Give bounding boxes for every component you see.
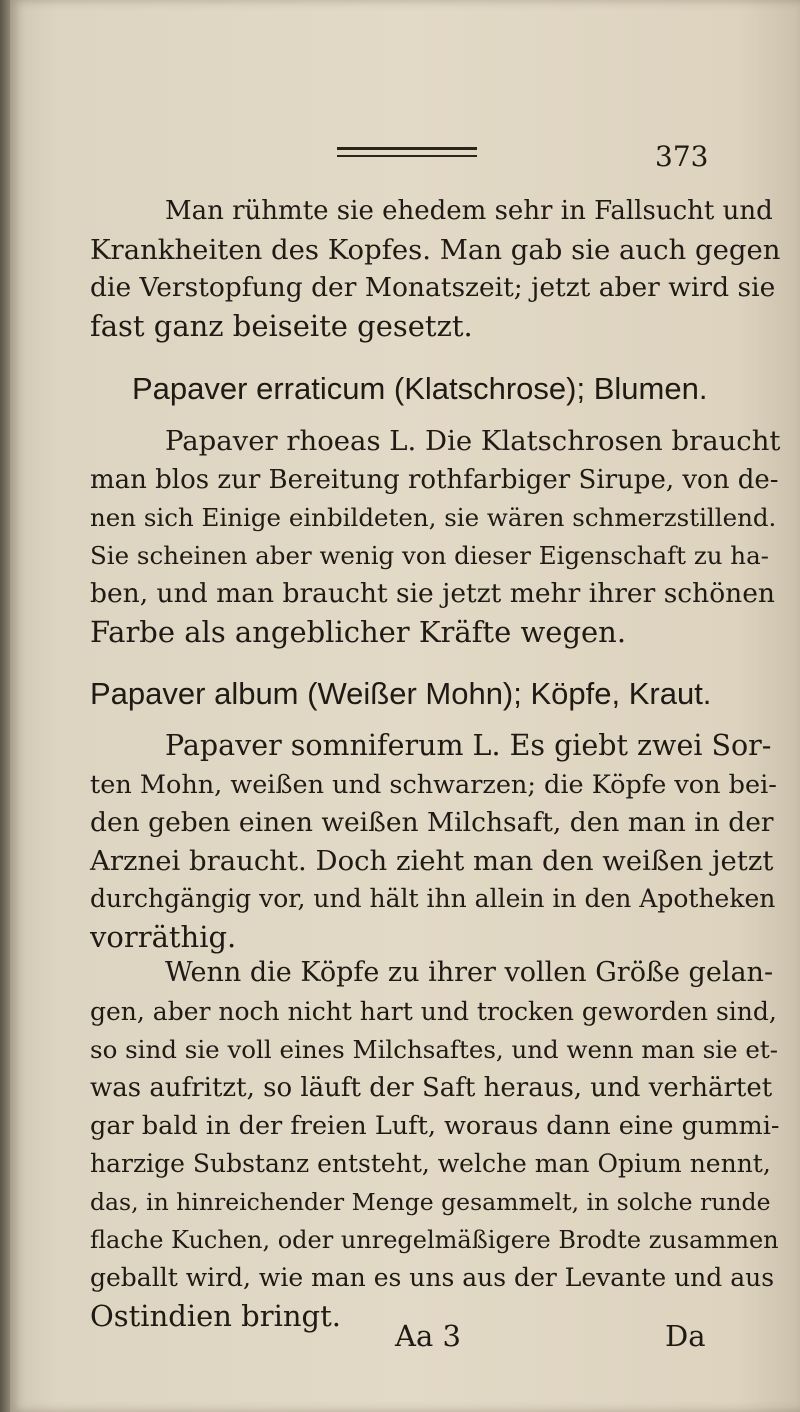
text-line: Ostindien bringt. bbox=[90, 1299, 341, 1333]
text-line: ben, und man braucht sie jetzt mehr ihrer schönen bbox=[90, 578, 775, 609]
text-line: den geben einen weißen Milchsaft, den man in der bbox=[90, 807, 774, 838]
text-line: nen sich Einige einbildeten, sie wären schmerzstillend. bbox=[90, 503, 777, 532]
text-line: fast ganz beiseite gesetzt. bbox=[90, 309, 473, 343]
text-line: das, in hinreichender Menge gesammelt, in solche runde bbox=[90, 1188, 771, 1216]
text-line: Wenn die Köpfe zu ihrer vollen Größe gelan- bbox=[165, 957, 774, 988]
section-heading: Papaver erraticum (Klatschrose); Blumen. bbox=[132, 371, 708, 406]
page-number: 373 bbox=[655, 140, 709, 173]
text-line: Arznei braucht. Doch zieht man den weißen jetzt bbox=[90, 845, 774, 877]
text-line: ten Mohn, weißen und schwarzen; die Köpfe von bei- bbox=[90, 770, 777, 800]
section-heading: Papaver album (Weißer Mohn); Köpfe, Kraut. bbox=[90, 676, 712, 711]
text-line: harzige Substanz entsteht, welche man Opium nennt, bbox=[90, 1149, 771, 1178]
book-page bbox=[10, 0, 800, 1412]
text-line: Papaver somniferum L. Es giebt zwei Sor- bbox=[165, 729, 772, 762]
text-line: vorräthig. bbox=[90, 920, 237, 954]
text-line: Papaver rhoeas L. Die Klatschrosen braucht bbox=[165, 425, 781, 457]
text-line: geballt wird, wie man es uns aus der Levante und aus bbox=[90, 1263, 775, 1292]
text-line: so sind sie voll eines Milchsaftes, und wenn man sie et- bbox=[90, 1035, 779, 1064]
text-line: Man rühmte sie ehedem sehr in Fallsucht und bbox=[165, 196, 773, 226]
text-line: Farbe als angeblicher Kräfte wegen. bbox=[90, 615, 627, 649]
text-line: gar bald in der freien Luft, woraus dann eine gummi- bbox=[90, 1111, 780, 1141]
text-line: die Verstopfung der Monatszeit; jetzt aber wird sie bbox=[90, 272, 776, 303]
header-rule bbox=[337, 147, 477, 157]
text-line: Sie scheinen aber wenig von dieser Eigenschaft zu ha- bbox=[90, 541, 769, 570]
book-binding-edge bbox=[0, 0, 10, 1412]
signature-mark: Aa 3 bbox=[395, 1319, 461, 1353]
text-line: man blos zur Bereitung rothfarbiger Sirupe, von de- bbox=[90, 465, 779, 495]
text-line: durchgängig vor, und hält ihn allein in den Apotheken bbox=[90, 884, 776, 913]
text-line: flache Kuchen, oder unregelmäßigere Brodte zusammen bbox=[90, 1226, 779, 1254]
text-line: was aufritzt, so läuft der Saft heraus, und verhärtet bbox=[90, 1073, 773, 1103]
text-line: gen, aber noch nicht hart und trocken geworden sind, bbox=[90, 997, 777, 1026]
catchword: Da bbox=[665, 1319, 706, 1353]
text-line: Krankheiten des Kopfes. Man gab sie auch gegen bbox=[90, 234, 781, 266]
